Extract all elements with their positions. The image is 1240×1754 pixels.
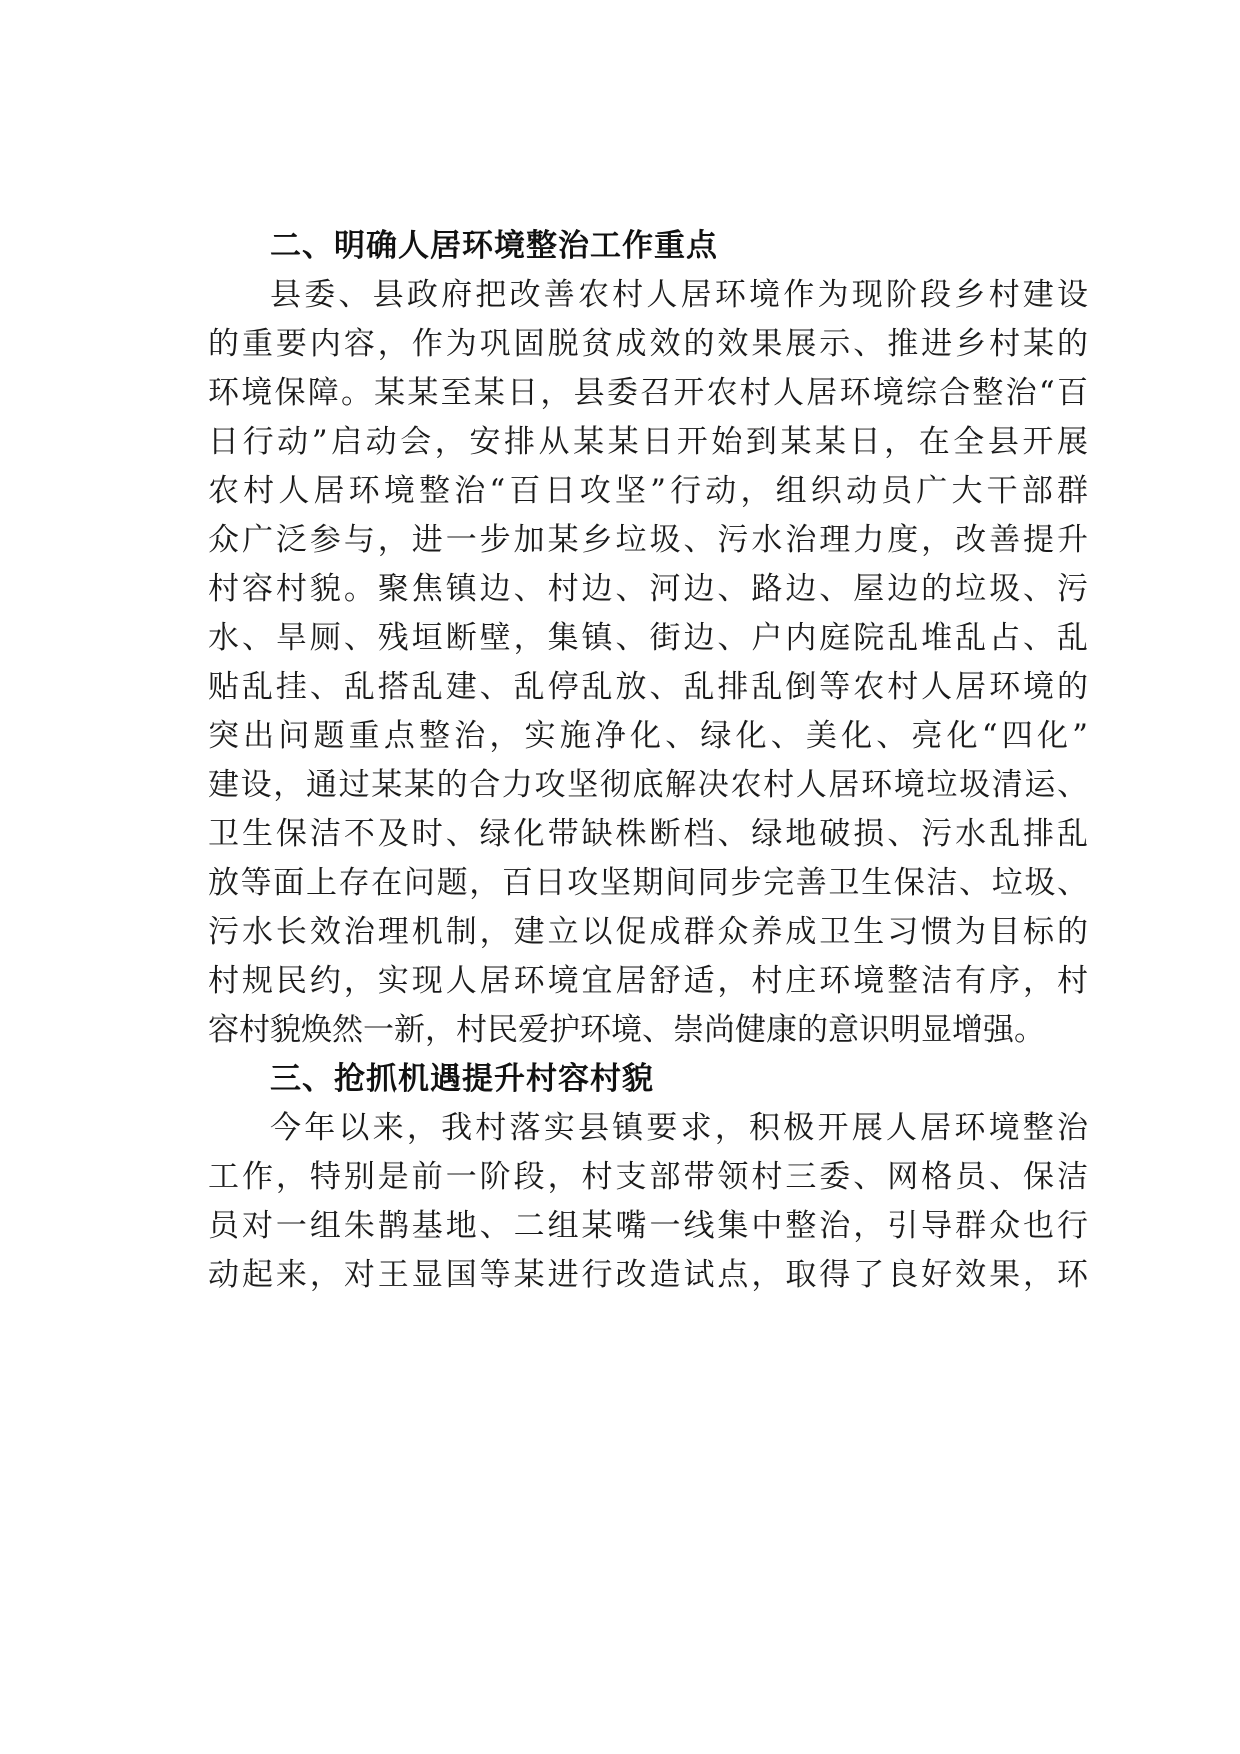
paragraph-line: 突出问题重点整治，实施净化、绿化、美化、亮化“四化” bbox=[208, 718, 1088, 754]
paragraph-line: 的重要内容，作为巩固脱贫成效的效果展示、推进乡村某的 bbox=[208, 326, 1088, 362]
paragraph-line: 建设，通过某某的合力攻坚彻底解决农村人居环境垃圾清运、 bbox=[208, 767, 1088, 803]
section-heading-2: 二、明确人居环境整治工作重点 bbox=[270, 228, 718, 264]
paragraph-line: 污水长效治理机制，建立以促成群众养成卫生习惯为目标的 bbox=[208, 914, 1088, 950]
paragraph-line: 水、旱厕、残垣断壁，集镇、街边、户内庭院乱堆乱占、乱 bbox=[208, 620, 1088, 656]
paragraph-line: 今年以来，我村落实县镇要求，积极开展人居环境整治 bbox=[270, 1110, 1088, 1146]
paragraph-line: 农村人居环境整治“百日攻坚”行动，组织动员广大干部群 bbox=[208, 473, 1088, 509]
document-body bbox=[208, 222, 1088, 1300]
paragraph-line: 贴乱挂、乱搭乱建、乱停乱放、乱排乱倒等农村人居环境的 bbox=[208, 669, 1088, 705]
paragraph-line: 众广泛参与，进一步加某乡垃圾、污水治理力度，改善提升 bbox=[208, 522, 1088, 558]
paragraph-line: 村规民约，实现人居环境宜居舒适，村庄环境整洁有序，村 bbox=[208, 963, 1088, 999]
paragraph-line: 工作，特别是前一阶段，村支部带领村三委、网格员、保洁 bbox=[208, 1159, 1088, 1195]
section-3-paragraph bbox=[208, 1104, 1088, 1300]
paragraph-line: 环境保障。某某至某日，县委召开农村人居环境综合整治“百 bbox=[208, 375, 1088, 411]
paragraph-line: 动起来，对王显国等某进行改造试点，取得了良好效果，环 bbox=[208, 1257, 1088, 1293]
section-2-paragraph bbox=[208, 271, 1088, 1055]
paragraph-line: 员对一组朱鹊基地、二组某嘴一线集中整治，引导群众也行 bbox=[208, 1208, 1088, 1244]
paragraph-line: 村容村貌。聚焦镇边、村边、河边、路边、屋边的垃圾、污 bbox=[208, 571, 1088, 607]
section-heading-3: 三、抢抓机遇提升村容村貌 bbox=[270, 1061, 654, 1097]
paragraph-line: 日行动”启动会，安排从某某日开始到某某日，在全县开展 bbox=[208, 424, 1088, 460]
paragraph-line: 放等面上存在问题，百日攻坚期间同步完善卫生保洁、垃圾、 bbox=[208, 865, 1088, 901]
paragraph-line: 县委、县政府把改善农村人居环境作为现阶段乡村建设 bbox=[270, 277, 1088, 313]
paragraph-line: 容村貌焕然一新，村民爱护环境、崇尚健康的意识明显增强。 bbox=[208, 1012, 1045, 1048]
paragraph-line: 卫生保洁不及时、绿化带缺株断档、绿地破损、污水乱排乱 bbox=[208, 816, 1088, 852]
